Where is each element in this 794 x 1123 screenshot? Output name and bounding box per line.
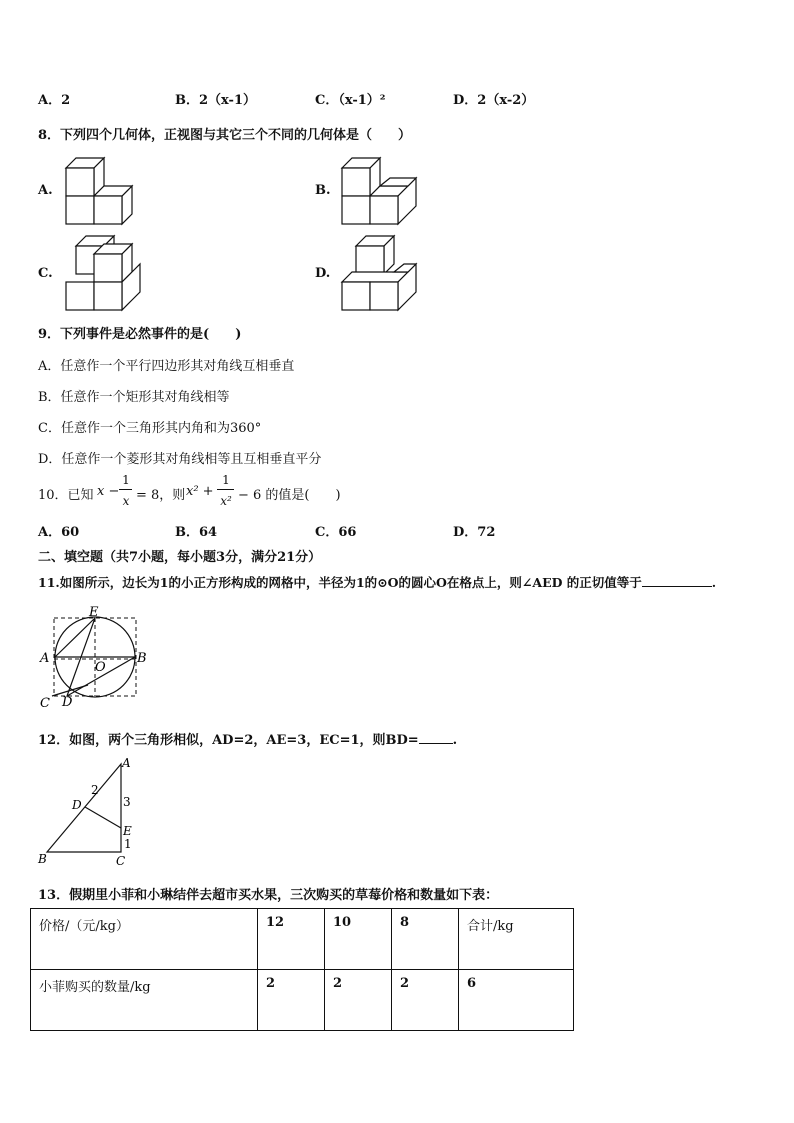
q10-expr1-tail: = 8，则 [136,488,186,503]
q12-label-a: A [122,756,131,770]
q7-option-b: B．2（x-1） [175,93,256,108]
table-cell: 8 [392,909,459,970]
q8-solid-a [62,150,142,230]
q10-fraction-bar-2 [217,489,234,490]
q9-option-c: C．任意作一个三角形其内角和为360° [38,421,262,436]
q10-expr2-denominator: x² [220,494,232,508]
table-cell: 12 [258,909,325,970]
q10-expr2-numerator: 1 [222,473,230,487]
table-row [31,970,574,1031]
q12-stem-text: 12．如图，两个三角形相似，AD=2，AE=3，EC=1，则BD= [38,733,419,748]
table-cell: 2 [325,970,392,1031]
q10-option-d: D．72 [453,525,496,540]
q12-label-b: B [38,852,47,866]
table-cell: 价格/（元/kg） [31,909,258,970]
q10-expr1-numerator: 1 [122,473,130,487]
q12-label-c: C [116,854,126,868]
q10-expr1-lead: x − [97,484,120,499]
table-cell: 小菲购买的数量/kg [31,970,258,1031]
table-cell: 6 [459,970,574,1031]
table-cell: 10 [325,909,392,970]
q9-option-a: A．任意作一个平行四边形其对角线互相垂直 [38,359,295,374]
q12-figure [34,756,138,868]
q8-stem: 8．下列四个几何体，正视图与其它三个不同的几何体是（ ） [38,128,412,143]
table-row [31,909,574,970]
q10-option-c: C．66 [315,525,357,540]
q11-label-b: B [137,651,147,666]
q12-stem-end: . [452,733,458,748]
q13-table [30,908,574,1031]
q7-option-c: C．（x-1）² [315,93,386,108]
q9-option-d: D．任意作一个菱形其对角线相等且互相垂直平分 [38,452,322,467]
q12-label-d: D [72,798,82,812]
q11-label-d: D [62,695,73,710]
q10-expr2-tail: − 6 的值是( ) [238,488,341,503]
q10-option-a: A．60 [38,525,80,540]
q10-prefix: 10．已知 [38,488,94,503]
q11-stem [38,573,716,591]
q11-label-a: A [40,651,50,666]
q11-label-e: E [89,605,99,620]
q8-solid-d [338,232,422,314]
q12-stem [38,729,457,748]
q8-label-a: A. [38,183,53,198]
q8-label-b: B. [315,183,331,198]
q9-stem: 9．下列事件是必然事件的是( ) [38,327,242,342]
q8-label-c: C. [38,266,53,281]
table-cell: 合计/kg [459,909,574,970]
q8-solid-c [62,232,146,314]
q12-label-ad: 2 [91,783,99,797]
q10-fraction-bar-1 [119,489,132,490]
q11-label-c: C [40,696,50,711]
q11-stem-end: . [711,575,717,590]
table-cell: 2 [258,970,325,1031]
table-cell: 2 [392,970,459,1031]
q13-stem: 13．假期里小菲和小琳结伴去超市买水果，三次购买的草莓价格和数量如下表： [38,888,499,903]
q12-answer-blank[interactable] [419,731,453,744]
q11-figure [38,600,150,712]
q12-label-e: E [123,824,132,838]
q10-option-b: B．64 [175,525,218,540]
q11-label-o: O [95,660,106,675]
q8-label-d: D. [315,266,331,281]
q10-expr1-denominator: x [122,494,130,508]
q12-label-ae: 3 [123,795,131,809]
q10-expr2-lead: x² + [186,484,214,499]
q7-option-a: A．2 [38,93,71,108]
q7-option-d: D．2（x-2） [453,93,535,108]
q11-answer-blank[interactable] [642,574,712,587]
section-heading: 二、填空题（共7小题，每小题3分，满分21分） [38,550,322,565]
q9-option-b: B．任意作一个矩形其对角线相等 [38,390,230,405]
q12-label-ec: 1 [124,837,132,851]
q8-solid-b [338,150,422,230]
q11-stem-text: 11.如图所示，边长为1的小正方形构成的网格中，半径为1的⊙O的圆心O在格点上，则∠AED 的正切值等于 [38,575,642,590]
